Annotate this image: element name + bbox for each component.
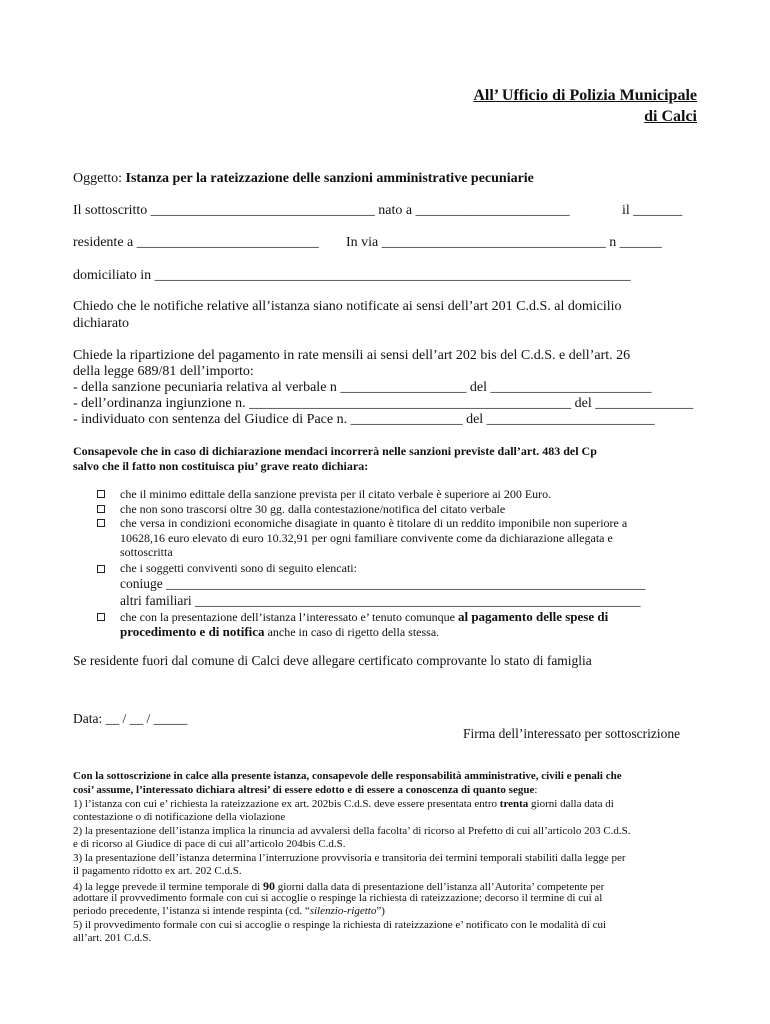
date-field[interactable]: Data: __ / __ / _____ (73, 711, 188, 726)
checkbox-3[interactable] (97, 519, 105, 527)
footer-note-4-bold: 90 (262, 879, 275, 893)
amount-option-ordinanza[interactable]: - dell’ordinanza ingiunzione n. ______________________________________________ del ______________ (73, 396, 694, 411)
declaration-item-1: che il minimo edittale della sanzione prevista per il citato verbale è superiore ai 200 Euro. (120, 487, 552, 501)
footer-note-4-line-2: adottare il provvedimento formale con cui si accoglie o respinge la richiesta di rateizzazione; decorso il termine di cui al (73, 892, 603, 904)
declaration-item-5-line-1 (120, 609, 608, 625)
subject-text: Istanza per la rateizzazione delle sanzioni amministrative pecuniarie (125, 171, 534, 186)
subject-line (73, 171, 534, 187)
checkbox-5[interactable] (97, 613, 105, 621)
footer-intro-line-2 (73, 784, 537, 796)
declaration-item-3-line-2: 10628,16 euro elevato di euro 10.32,91 per ogni familiare convivente come da dichiarazione allegata e (120, 531, 613, 545)
footer-note-4-l3-pre: periodo precedente, l’istanza si intende respinta (cd. “ (73, 905, 310, 917)
spouse-field[interactable]: coniuge _______________________________________________________________________ (120, 576, 646, 591)
declaration-intro-line-1: Consapevole che in caso di dichiarazione mendaci incorrerà nelle sanzioni previste dall’art. 483 del Cp (73, 444, 597, 458)
declaration-item-5-bold-2: procedimento e di notifica (120, 624, 265, 639)
footer-note-4-pre: 4) la legge prevede il termine temporale di (73, 881, 263, 893)
residence-field[interactable]: residente a __________________________ (73, 235, 319, 250)
footer-note-1-line-1 (73, 798, 614, 810)
footer-note-1-line-2: contestazione o di notificazione della violazione (73, 811, 286, 823)
amount-option-sentenza[interactable]: - individuato con sentenza del Giudice di Pace n. ________________ del ________________________ (73, 412, 655, 427)
notification-request-line-1: Chiedo che le notifiche relative all’istanza siano notificate ai sensi dell’art 201 C.d.S. al domicilio (73, 299, 622, 314)
checkbox-1[interactable] (97, 490, 105, 498)
notification-request-line-2: dichiarato (73, 316, 129, 331)
declaration-item-5-tail: anche in caso di rigetto della stessa. (264, 625, 440, 639)
declaration-item-5-text: che con la presentazione dell’istanza l’interessato e’ tenuto comunque (120, 610, 458, 624)
non-resident-note: Se residente fuori dal comune di Calci deve allegare certificato comprovante lo stato di famiglia (73, 653, 592, 668)
footer-note-4-l3-post: ”) (376, 905, 385, 917)
footer-note-4-post: giorni dalla data di presentazione dell’istanza all’Autorita’ competente per (274, 881, 605, 893)
declaration-item-5-bold: al pagamento delle spese di (457, 609, 609, 624)
footer-intro-line-2-text: cosi’ assume, l’interessato dichiara altresi’ di essere edotto e di essere a conoscenza di quanto segue (73, 784, 535, 796)
footer-note-1-post: giorni dalla data di (528, 798, 614, 810)
footer-note-5-line-2: all’art. 201 C.d.S. (73, 932, 152, 944)
family-members-field[interactable]: altri familiari __________________________________________________________________ (120, 593, 641, 608)
footer-intro-line-1: Con la sottoscrizione in calce alla presente istanza, consapevole delle responsabilità amministrative, civili e penali che (73, 770, 622, 782)
declaration-item-3-line-3: sottoscritta (120, 545, 173, 559)
checkbox-2[interactable] (97, 505, 105, 513)
addressee-line-2: di Calci (644, 108, 697, 125)
installment-request-line-1: Chiede la ripartizione del pagamento in rate mensili ai sensi dell’art 202 bis del C.d.S. e dell’art. 26 (73, 348, 631, 363)
footer-note-2-line-1: 2) la presentazione dell’istanza implica la rinuncia ad avvalersi della facolta’ di ricorso al Prefetto di cui all’articolo 203 C.d.S. (73, 825, 631, 837)
birthdate-field[interactable]: il _______ (622, 203, 683, 218)
street-field[interactable]: In via ________________________________ n ______ (346, 235, 662, 250)
checkbox-4[interactable] (97, 565, 105, 573)
signature-label[interactable]: Firma dell’interessato per sottoscrizione (463, 726, 681, 741)
declaration-item-5-line-2 (120, 624, 439, 640)
declaration-item-2: che non sono trascorsi oltre 30 gg. dalla contestazione/notifica del citato verbale (120, 502, 506, 516)
addressee-line-1: All’ Ufficio di Polizia Municipale (473, 87, 697, 104)
installment-request-line-2: della legge 689/81 dell’importo: (73, 364, 254, 379)
footer-note-5-line-1: 5) il provvedimento formale con cui si accoglie o respinge la richiesta di rateizzazione e’ notificato con le modalità di cui (73, 919, 607, 931)
footer-note-4-line-3 (73, 905, 385, 917)
footer-note-1-bold: trenta (499, 798, 529, 810)
declaration-item-3-line-1: che versa in condizioni economiche disagiate in quanto è titolare di un reddito imponibile non superiore a (120, 516, 628, 530)
amount-option-verbale[interactable]: - della sanzione pecuniaria relativa al verbale n __________________ del _______________________ (73, 380, 652, 395)
footer-note-3-line-1: 3) la presentazione dell’istanza determina l’interruzione provvisoria e transitoria dei termini temporali stabiliti dalla legge per (73, 852, 626, 864)
sottoscritto-field[interactable]: Il sottoscritto ________________________________ nato a ______________________ (73, 203, 570, 218)
footer-note-3-line-2: il pagamento ridotto ex art. 202 C.d.S. (73, 865, 242, 877)
footer-note-4-italic: silenzio-rigetto (309, 905, 377, 917)
declaration-intro-line-2: salvo che il fatto non costituisca piu’ grave reato dichiara: (73, 459, 369, 473)
subject-label: Oggetto: (73, 171, 126, 186)
footer-note-1-pre: 1) l’istanza con cui e’ richiesta la rateizzazione ex art. 202bis C.d.S. deve essere presentata entro (73, 798, 500, 810)
declaration-item-4: che i soggetti conviventi sono di seguito elencati: (120, 561, 357, 575)
domicile-field[interactable]: domiciliato in ____________________________________________________________________ (73, 268, 631, 283)
footer-note-2-line-2: e di ricorso al Giudice di pace di cui all’articolo 204bis C.d.S. (73, 838, 346, 850)
footer-intro-colon: : (534, 784, 538, 796)
